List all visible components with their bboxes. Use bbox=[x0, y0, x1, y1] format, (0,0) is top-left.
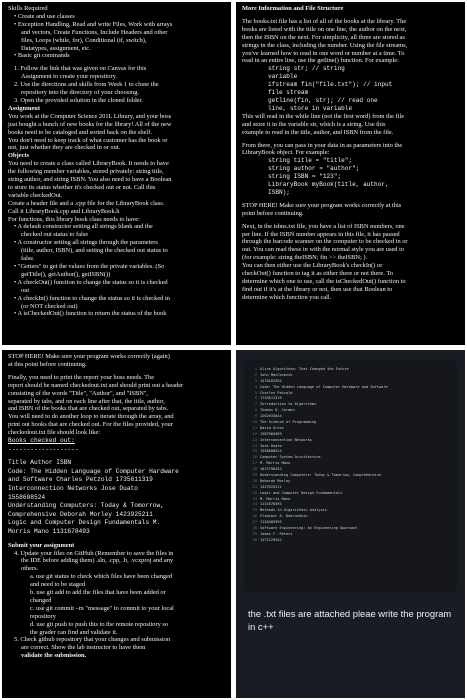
file-line-text: 1120405395 bbox=[260, 520, 282, 525]
file-line-text: 1131678493 bbox=[260, 502, 282, 507]
text-line: false. bbox=[21, 255, 35, 263]
text-line: not, just whether they are checked in or out. bbox=[8, 144, 121, 152]
text-line: This will read in the while line (not the first word) from the file bbox=[242, 112, 405, 120]
text-line: The books.txt file has a list of all of the books at the library. The bbox=[242, 17, 407, 25]
text-line: the grader can find and validate it. bbox=[30, 628, 118, 636]
text-line: 2. Use the directions and skills from Week 1 to clone the bbox=[14, 81, 159, 89]
text-line: strings in the class, including the number. Using the file streams, bbox=[242, 41, 408, 49]
text-line: example to read in the title, author, and ISBN from the file. bbox=[242, 128, 394, 136]
file-line-text: Vladimir A. Dobrushkin bbox=[260, 514, 308, 519]
text-line: c. use git commit –m "message" to commit to your local bbox=[30, 604, 174, 612]
text-line: • A isCheckedOut() function to return the status of the book bbox=[14, 310, 167, 318]
line-number: 16 bbox=[252, 455, 257, 460]
text-line: the IDE before adding them) .sln, .cpp, .h, .vcxproj and any bbox=[21, 557, 174, 565]
text-line: From there, you can pass in your data in as parameters into the bbox=[242, 141, 403, 149]
text-line: read in an entire line, use the getline() function. For example: bbox=[242, 57, 399, 65]
text-line: Morris Mano 1131678493 bbox=[8, 528, 90, 535]
line-number: 8 bbox=[254, 408, 257, 413]
text-line: string title = "title"; bbox=[268, 157, 353, 165]
file-line-text: Introduction to Algorithms bbox=[260, 402, 317, 407]
text-line: You will need to do another loop to iterate through the array, and bbox=[8, 413, 174, 421]
instructions-page-1 bbox=[2, 2, 231, 345]
text-line: (title, author, ISBN), and setting the checked out status to bbox=[21, 247, 168, 255]
file-line bbox=[248, 537, 453, 543]
text-line: ISBN); bbox=[268, 188, 290, 196]
file-line-text: Methods in Algorithmic Analysis bbox=[260, 508, 328, 513]
text-line: Assignment to create your repository. bbox=[21, 73, 117, 81]
text-line: Finally, you need to print the report your boss needs. The bbox=[8, 373, 155, 381]
text-line: You don't need to keep track of what customer has the book or bbox=[8, 136, 168, 144]
line-number: 17 bbox=[252, 461, 257, 466]
file-line-text: 1735611319 bbox=[260, 396, 282, 401]
line-number: 22 bbox=[252, 490, 257, 495]
file-line-text: M. Morris Mano bbox=[260, 496, 291, 501]
text-line: validate the submission. bbox=[21, 652, 87, 660]
line-number: 27 bbox=[252, 520, 257, 525]
text-line: line, store in variable bbox=[268, 104, 353, 112]
line-number: 10 bbox=[252, 419, 257, 424]
file-line-text: 1262033844 bbox=[260, 414, 282, 419]
line-number: 5 bbox=[254, 390, 257, 395]
file-line-text: Logic and Computer Design Fundamentals bbox=[260, 490, 343, 495]
instructions-page-3 bbox=[2, 350, 231, 698]
file-line-text: 1387960309 bbox=[260, 431, 282, 436]
text-line: separated by tabs, and on each line after that, the title, author, bbox=[8, 397, 165, 405]
text-line: Create a header file and a .cpp file for the LibraryBook class. bbox=[8, 199, 165, 207]
text-line: Submit your assignment bbox=[8, 541, 75, 549]
text-line: determine which function you call. bbox=[242, 293, 332, 301]
line-number: 9 bbox=[254, 414, 257, 419]
text-line: then the ISBN on the next. For simplicity, all three are stored as bbox=[242, 33, 405, 41]
text-line: b. use git add to add the files that have been added or bbox=[30, 589, 166, 597]
text-line: 3. Open the provided solution in the cloned folder. bbox=[14, 96, 143, 104]
file-line-text: Software Engineering: An Engineering Approach bbox=[260, 525, 358, 530]
line-number: 1 bbox=[254, 366, 257, 371]
line-number: 29 bbox=[252, 531, 257, 536]
line-number: 30 bbox=[252, 537, 257, 542]
text-line: LibraryBook myBook(title, author, bbox=[268, 181, 389, 189]
text-line: Next, in the isbns.txt file, you have a list of ISBN numbers, one bbox=[242, 222, 405, 230]
text-line: books are listed with the title on one line, the author on the next, bbox=[242, 25, 407, 33]
text-line: • Create and use classes bbox=[14, 12, 75, 20]
text-line: • A checkIn() function to change the status so it is checked in bbox=[14, 294, 170, 302]
text-line: (for example: string theISBN; fin >> theISBN; ). bbox=[242, 254, 368, 262]
text-line: 1558608524 bbox=[8, 493, 46, 501]
file-line-text: James F. Peters bbox=[260, 531, 293, 536]
text-line: 4. Update your files on GitHub (Remember to save the files in bbox=[14, 549, 174, 557]
text-line: For functions, this library book class needs to have: bbox=[8, 215, 140, 223]
text-line: repository into the directory of your choosing. bbox=[21, 89, 140, 97]
text-line: the following member variables, stored privately: string title, bbox=[8, 168, 164, 176]
text-line: consisting of the words "Title", "Author", and "ISBN", bbox=[8, 389, 149, 397]
file-line-text: Code: The Hidden Language of Computer Hardware and Software bbox=[260, 384, 388, 389]
line-number: 12 bbox=[252, 431, 257, 436]
file-line-text: 1471229442 bbox=[260, 537, 282, 542]
text-line: More Information and File Structure bbox=[242, 5, 344, 12]
text-line: ifstream fin("file.txt"); // input bbox=[268, 81, 393, 89]
phone-screenshot bbox=[236, 350, 465, 698]
text-line: and need to be staged bbox=[30, 581, 86, 589]
text-line: (or NOT checked out) bbox=[21, 302, 78, 310]
text-line: out. You can read these in with the normal style you are used to bbox=[242, 246, 405, 254]
text-line: LibraryBook object. For example: bbox=[242, 149, 330, 157]
text-line: just bought a bunch of new books for the library! All of the new bbox=[8, 120, 172, 128]
text-line: point before continuing. bbox=[242, 209, 304, 217]
text-line: and store it in the variable str, which is a string. Use this bbox=[242, 120, 386, 128]
text-line: • Basic git commands bbox=[14, 52, 70, 60]
text-line: Skills Required bbox=[8, 5, 48, 12]
file-line-text: Jose Duato bbox=[260, 443, 282, 448]
file-line-text: Alice Algorithms: That Changed the Future bbox=[260, 366, 349, 371]
file-line-text: Understanding Computers: Today & Tomorrow, Comprehensive bbox=[260, 472, 382, 477]
text-line: Interconnection Networks Jose Duato bbox=[8, 485, 138, 493]
page-2-text bbox=[236, 2, 465, 305]
text-line: out bbox=[21, 286, 30, 294]
text-line: and ISBN of the books that are checked out, separated by tabs. bbox=[8, 405, 169, 413]
text-line: ------------------- bbox=[8, 445, 79, 453]
text-line: print out books that are checked out. For the files provided, your bbox=[8, 421, 173, 429]
file-line-text: Computer System Architecture bbox=[260, 455, 321, 460]
text-line: Comprehensive Deborah Morley 1423925211 bbox=[8, 510, 153, 518]
text-line: Books checked out: bbox=[8, 437, 75, 445]
text-line: files, Loops (while, for), Conditional (if, switch), bbox=[21, 36, 147, 44]
line-number: 20 bbox=[252, 478, 257, 483]
text-line: Code: The Hidden Language of Computer Hardware bbox=[8, 467, 179, 475]
text-line: getTitle(), getAuthor(), getISBN()) bbox=[21, 270, 111, 278]
text-line: Objects bbox=[8, 152, 29, 160]
text-line: You can then either use the LibraryBook's checkIn() or bbox=[242, 262, 383, 270]
text-line: variable checkedOut. bbox=[8, 191, 63, 199]
file-line-text: John MacCormick bbox=[260, 372, 293, 377]
text-line: You need to create a class called LibraryBook. It needs to have bbox=[8, 160, 169, 168]
text-line: getline(fin, str); // read one bbox=[268, 96, 378, 104]
text-line: at this point before continuing. bbox=[8, 360, 87, 368]
text-line: string author = "author"; bbox=[268, 165, 360, 173]
line-number: 24 bbox=[252, 502, 257, 507]
page-1-text bbox=[2, 2, 231, 321]
line-number: 21 bbox=[252, 484, 257, 489]
line-number: 25 bbox=[252, 508, 257, 513]
request-caption: the .txt files are attached pleae write the program in c++ bbox=[248, 608, 452, 632]
text-line: You work at the Computer Science 201L Library, and your boss bbox=[8, 112, 172, 120]
text-line: string str; // string bbox=[268, 65, 345, 73]
text-line: per line. If the ISBN number appears in this file, it has passed bbox=[242, 230, 400, 238]
line-number: 15 bbox=[252, 449, 257, 454]
text-line: and Software Charles Petzold 1735611319 bbox=[8, 476, 153, 484]
line-number: 2 bbox=[254, 372, 257, 377]
file-line-text: 1013798433 bbox=[260, 467, 282, 472]
text-line: • A checkOut() function to change the status so it is checked bbox=[14, 278, 168, 286]
text-line: d. use git push to push this to the remote repository so bbox=[30, 620, 169, 628]
text-line: are correct. Show the lab instructor to have them bbox=[21, 644, 146, 652]
text-line: string author, and string ISBN. You also need to have a Boolean bbox=[8, 176, 172, 184]
line-number: 14 bbox=[252, 443, 257, 448]
text-line: Understanding Computers: Today & Tomorrow, bbox=[8, 502, 164, 510]
text-line: file stream bbox=[268, 89, 309, 97]
text-line: string ISBN = "123"; bbox=[268, 173, 342, 181]
text-line: 5. Check github repository that your changes and submission bbox=[14, 636, 171, 644]
text-line: checkOut() function to tag it as either there or not there. To bbox=[242, 270, 393, 278]
text-line: • Exception Handling, Read and write Files, Work with arrays bbox=[14, 20, 173, 28]
file-line-text: Charles Petzold bbox=[260, 390, 293, 395]
file-line-text: M. Morris Mano bbox=[260, 461, 291, 466]
text-line: checkedout.txt file should look like: bbox=[8, 429, 101, 437]
file-line-text: 1558608524 bbox=[260, 449, 282, 454]
text-line: books need to be cataloged and sorted back on the shelf. bbox=[8, 128, 152, 136]
text-line: repository bbox=[30, 612, 56, 620]
text-line: checked out status to false bbox=[21, 231, 89, 239]
file-line-text: Deborah Morley bbox=[260, 478, 291, 483]
file-line-text: David Gries bbox=[260, 425, 284, 430]
text-line: Datatypes, assignment, etc. bbox=[21, 44, 91, 52]
text-line: STOP HERE! Make sure your program works correctly at this bbox=[242, 201, 402, 209]
line-number: 18 bbox=[252, 467, 257, 472]
text-line: find out if it's at the library or not, then use that Boolean to bbox=[242, 285, 393, 293]
file-line-text: 1423925211 bbox=[260, 484, 282, 489]
text-line: and vectors, Create Functions, Include Headers and other bbox=[21, 28, 168, 36]
text-line: • "Getters" to get the values from the private variables. (So bbox=[14, 263, 165, 270]
text-line: Call it LibraryBook.cpp and LibraryBook.h bbox=[8, 207, 120, 215]
text-line: through the barcode scanner on the computer to be checked in or bbox=[242, 238, 408, 246]
page-3-text bbox=[2, 350, 231, 663]
text-line: determine which one to use, call the isCheckedOut() function to bbox=[242, 278, 406, 285]
text-line: STOP HERE! Make sure your program works correctly (again) bbox=[8, 353, 170, 360]
line-number: 3 bbox=[254, 378, 257, 383]
text-line: Title Author ISBN bbox=[8, 459, 72, 467]
line-number: 11 bbox=[252, 425, 257, 430]
file-line-text: Interconnection Networks bbox=[260, 437, 312, 442]
text-line: you've learned how to read in one word or number at a time. To bbox=[242, 49, 405, 57]
text-line: • A constructor setting all strings through the parameters bbox=[14, 239, 158, 247]
text-line: to store its status whether it's checked out or not. Call this bbox=[8, 183, 156, 191]
text-line: Logic and Computer Design Fundamentals M. bbox=[8, 519, 161, 527]
line-number: 19 bbox=[252, 472, 257, 477]
line-number: 28 bbox=[252, 525, 257, 530]
text-line: variable bbox=[268, 73, 298, 81]
text-line: changed bbox=[30, 596, 52, 604]
line-number: 26 bbox=[252, 514, 257, 519]
file-line-text: The Science of Programming bbox=[260, 419, 317, 424]
line-number: 4 bbox=[254, 384, 257, 389]
books-txt-file-view bbox=[244, 360, 457, 592]
line-number: 6 bbox=[254, 396, 257, 401]
line-number: 23 bbox=[252, 496, 257, 501]
text-line: • A default constructor setting all strings blank and the bbox=[14, 223, 153, 231]
instructions-page-2 bbox=[236, 2, 465, 345]
text-line: 1. Follow the link that was given on Canvas for this bbox=[14, 65, 147, 73]
file-line-text: Thomas H. Cormen bbox=[260, 408, 295, 413]
line-number: 7 bbox=[254, 402, 257, 407]
text-line: Assignment bbox=[8, 104, 40, 112]
text-line: others. bbox=[21, 565, 39, 573]
text-line: a. use git status to check which files have been changed bbox=[30, 573, 173, 581]
text-line: report should be named checkedout.txt and should print out a header bbox=[8, 381, 184, 389]
line-number: 13 bbox=[252, 437, 257, 442]
file-line-text: 1470162594 bbox=[260, 378, 282, 383]
